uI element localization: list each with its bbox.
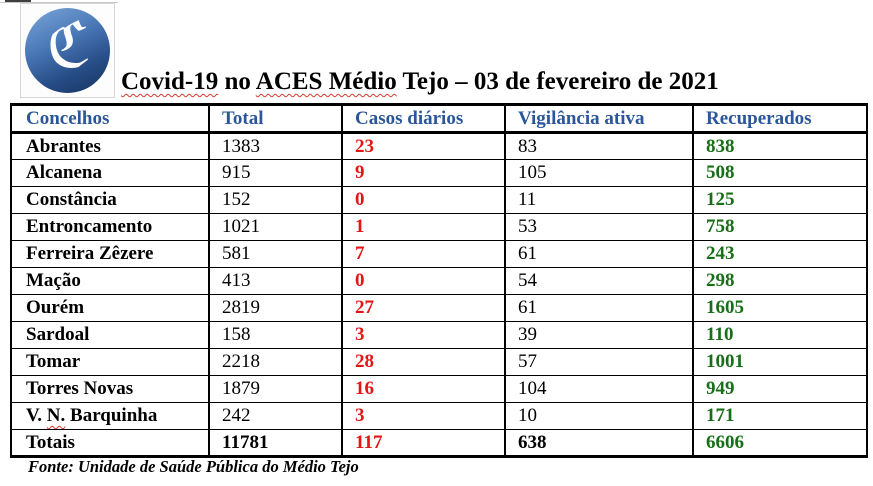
spellcheck-squiggle: N. xyxy=(46,405,66,426)
cell-casos-diarios: 0 xyxy=(342,187,505,214)
spellcheck-squiggle: Covid-19 xyxy=(121,68,219,95)
col-header-total: Total xyxy=(209,105,342,133)
table-header-row xyxy=(11,105,867,133)
cell-recuperados: 243 xyxy=(693,241,867,268)
table-row xyxy=(11,349,867,376)
cell-total: 158 xyxy=(209,322,342,349)
cell-total: 413 xyxy=(209,268,342,295)
cell-concelho: Constância xyxy=(11,187,209,214)
table-row xyxy=(11,133,867,160)
cell-recuperados: 1001 xyxy=(693,349,867,376)
cell-total: 2819 xyxy=(209,295,342,322)
cell-vigilancia-ativa: 61 xyxy=(505,241,693,268)
cell-concelho: Mação xyxy=(11,268,209,295)
cell-concelho: Entroncamento xyxy=(11,214,209,241)
cell-total: 2218 xyxy=(209,349,342,376)
cell-concelho: Alcanena xyxy=(11,160,209,187)
blackletter-c-icon: ℭ xyxy=(43,7,93,83)
cell-casos-diarios-totais: 117 xyxy=(342,430,505,457)
cell-recuperados: 838 xyxy=(693,133,867,160)
cell-concelho: Sardoal xyxy=(11,322,209,349)
cell-concelho: Ourém xyxy=(11,295,209,322)
table-row xyxy=(11,214,867,241)
cell-concelho: Ferreira Zêzere xyxy=(11,241,209,268)
table-row xyxy=(11,295,867,322)
cell-concelho: Tomar xyxy=(11,349,209,376)
cell-total: 242 xyxy=(209,403,342,430)
cell-vigilancia-ativa: 53 xyxy=(505,214,693,241)
covid-table xyxy=(10,103,868,458)
col-header-casos-diarios: Casos diários xyxy=(342,105,505,133)
cell-vigilancia-ativa: 83 xyxy=(505,133,693,160)
source-note: Fonte: Unidade de Saúde Pública do Médio Tejo xyxy=(28,457,359,476)
cell-total: 915 xyxy=(209,160,342,187)
page-title xyxy=(121,68,719,96)
table-row xyxy=(11,241,867,268)
cell-casos-diarios: 16 xyxy=(342,376,505,403)
cell-recuperados: 758 xyxy=(693,214,867,241)
col-header-vigilancia-ativa: Vigilância ativa xyxy=(505,105,693,133)
title-text: Tejo – 03 de fevereiro de 2021 xyxy=(396,68,719,95)
logo-circle-icon xyxy=(25,8,110,93)
cell-recuperados: 125 xyxy=(693,187,867,214)
spellcheck-squiggle: ACES Médio xyxy=(255,68,397,95)
cell-total: 1879 xyxy=(209,376,342,403)
col-header-concelhos: Concelhos xyxy=(11,105,209,133)
col-header-recuperados: Recuperados xyxy=(693,105,867,133)
cell-recuperados: 949 xyxy=(693,376,867,403)
cell-vigilancia-ativa-totais: 638 xyxy=(505,430,693,457)
cell-vigilancia-ativa: 11 xyxy=(505,187,693,214)
cell-recuperados: 110 xyxy=(693,322,867,349)
cell-total: 1383 xyxy=(209,133,342,160)
cell-concelho: V. N. Barquinha xyxy=(11,403,209,430)
table-row xyxy=(11,160,867,187)
newspaper-logo xyxy=(20,3,115,98)
cell-casos-diarios: 23 xyxy=(342,133,505,160)
cell-recuperados-totais: 6606 xyxy=(693,430,867,457)
table-row xyxy=(11,376,867,403)
title-text: no xyxy=(218,68,256,95)
cell-total: 581 xyxy=(209,241,342,268)
cell-vigilancia-ativa: 54 xyxy=(505,268,693,295)
cell-concelho: Abrantes xyxy=(11,133,209,160)
cell-casos-diarios: 7 xyxy=(342,241,505,268)
cell-vigilancia-ativa: 105 xyxy=(505,160,693,187)
cell-casos-diarios: 28 xyxy=(342,349,505,376)
cell-concelho-totais: Totais xyxy=(11,430,209,457)
table-row xyxy=(11,268,867,295)
cell-casos-diarios: 0 xyxy=(342,268,505,295)
cell-total: 1021 xyxy=(209,214,342,241)
table-row xyxy=(11,403,867,430)
cell-casos-diarios: 3 xyxy=(342,403,505,430)
cell-casos-diarios: 27 xyxy=(342,295,505,322)
cell-vigilancia-ativa: 10 xyxy=(505,403,693,430)
cell-recuperados: 171 xyxy=(693,403,867,430)
cell-concelho: Torres Novas xyxy=(11,376,209,403)
cell-recuperados: 508 xyxy=(693,160,867,187)
table-row-totals xyxy=(11,430,867,457)
cell-vigilancia-ativa: 39 xyxy=(505,322,693,349)
cell-recuperados: 1605 xyxy=(693,295,867,322)
scan-artifact-mark xyxy=(5,0,31,2)
cell-casos-diarios: 3 xyxy=(342,322,505,349)
cell-vigilancia-ativa: 61 xyxy=(505,295,693,322)
cell-vigilancia-ativa: 57 xyxy=(505,349,693,376)
cell-vigilancia-ativa: 104 xyxy=(505,376,693,403)
cell-casos-diarios: 1 xyxy=(342,214,505,241)
cell-total-totais: 11781 xyxy=(209,430,342,457)
cell-casos-diarios: 9 xyxy=(342,160,505,187)
cell-total: 152 xyxy=(209,187,342,214)
table-row xyxy=(11,187,867,214)
table-row xyxy=(11,322,867,349)
cell-recuperados: 298 xyxy=(693,268,867,295)
